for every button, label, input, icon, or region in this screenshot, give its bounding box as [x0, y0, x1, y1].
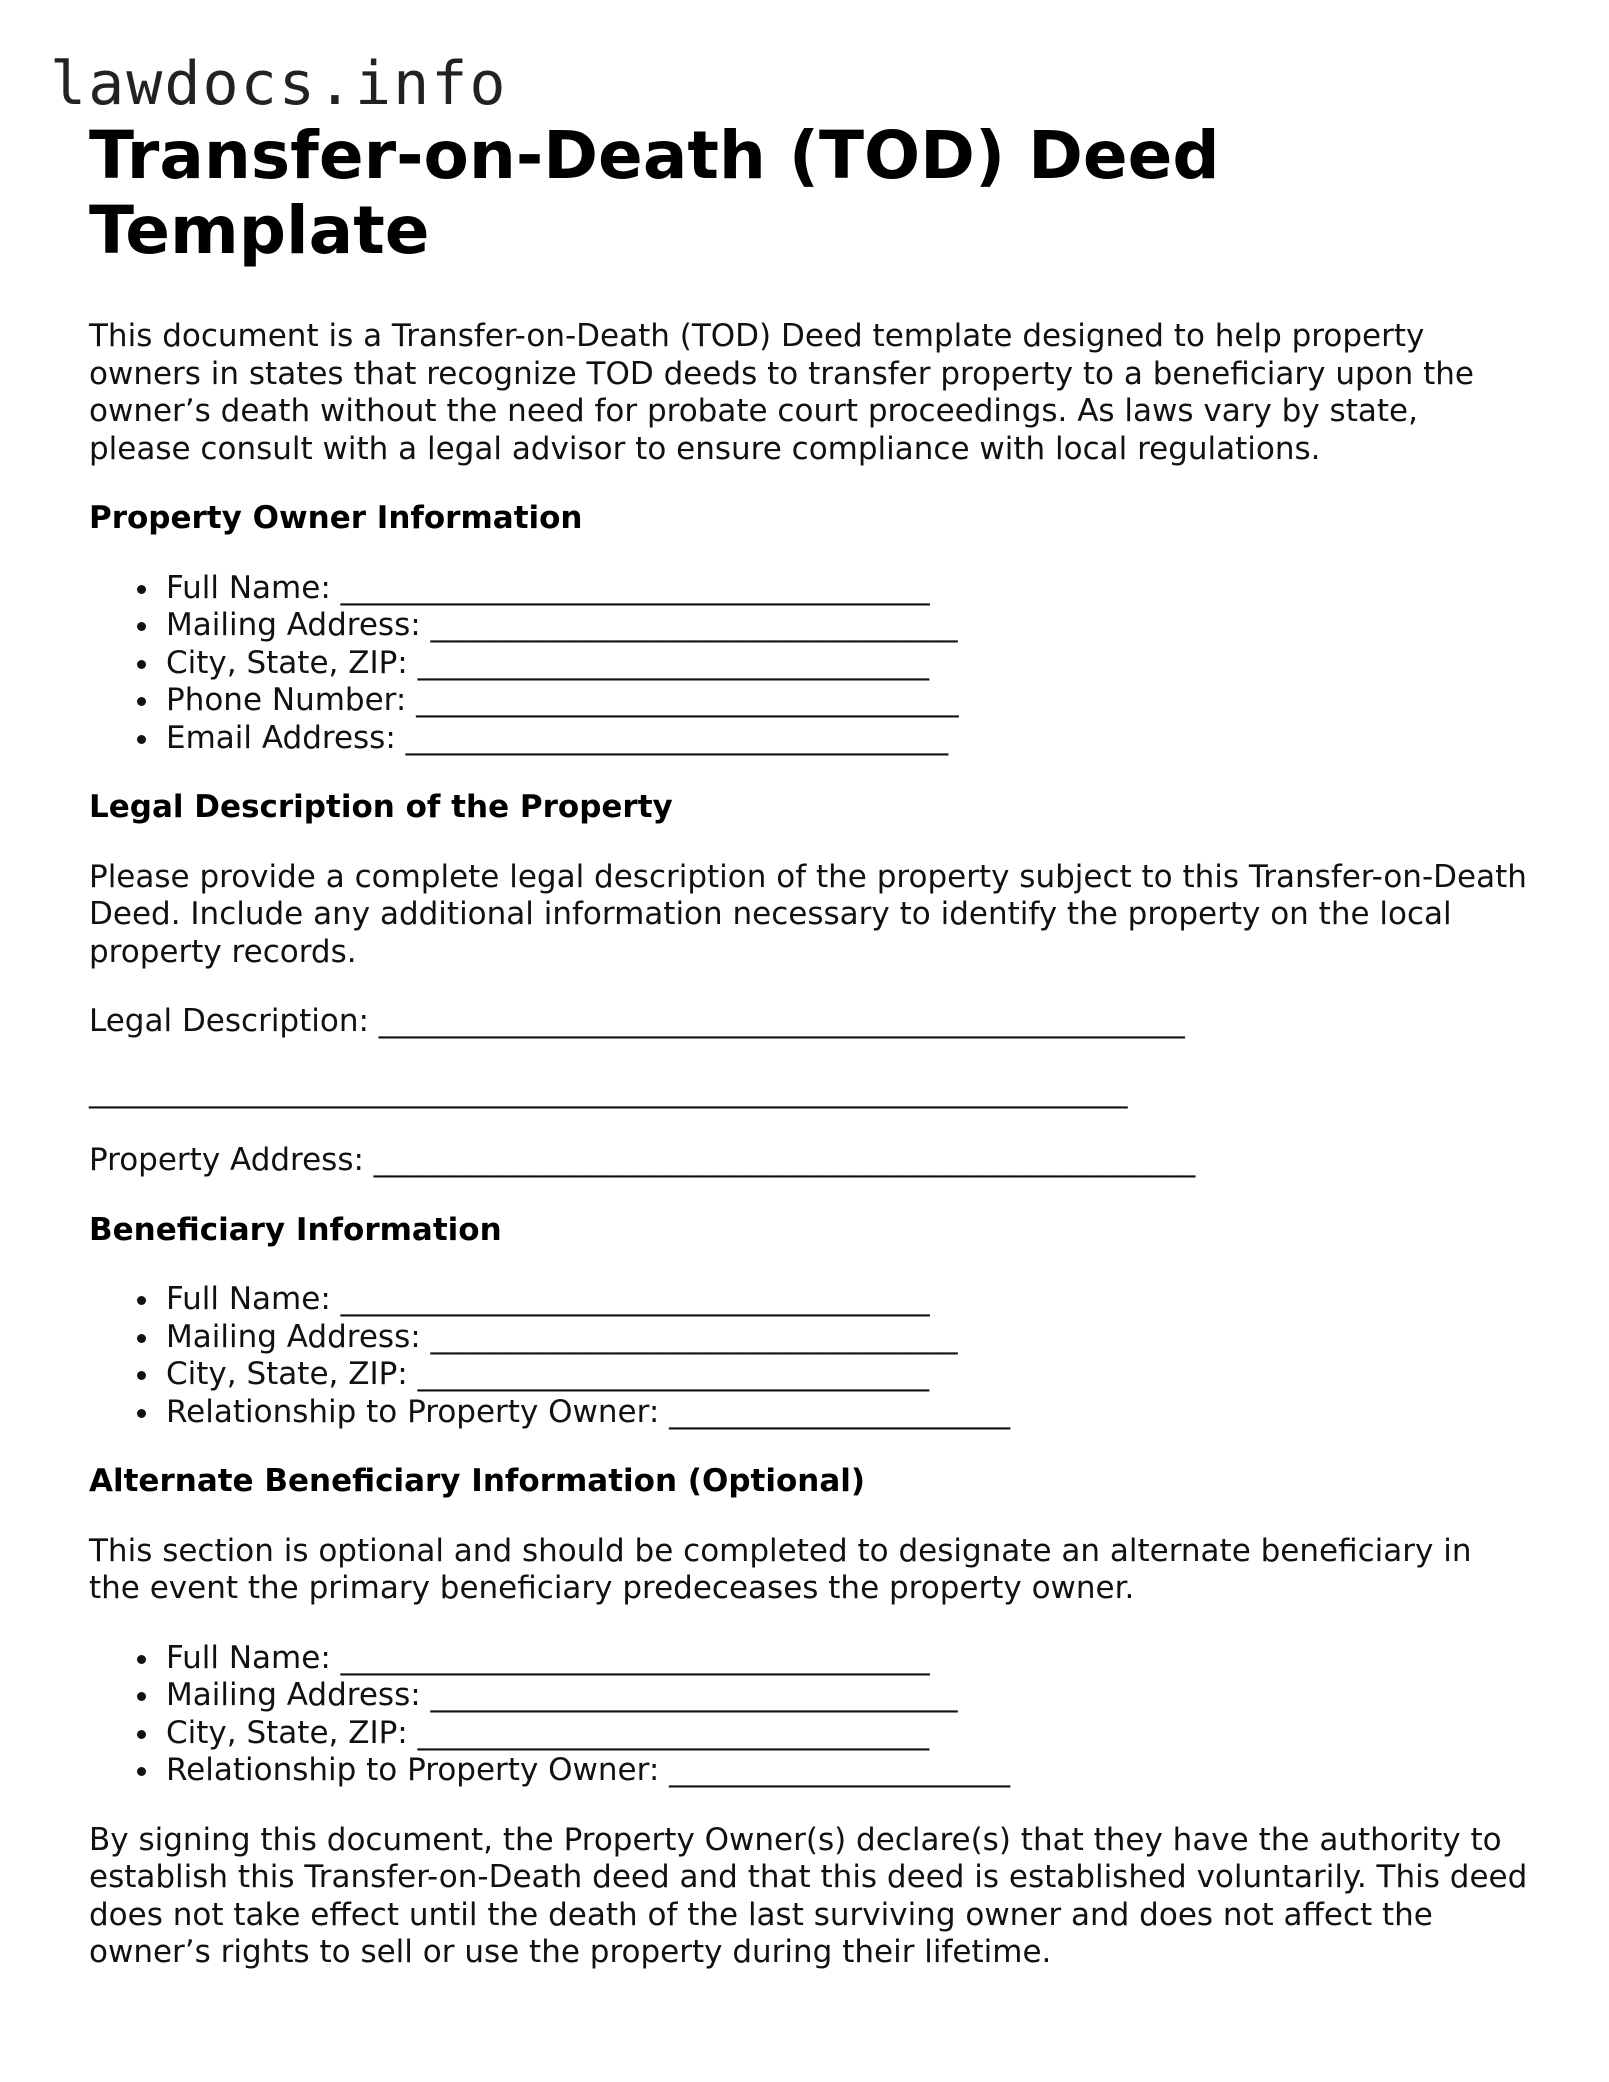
alternate-full-name-field: Full Name: ______________________________________ — [166, 1640, 1529, 1678]
beneficiary-mailing-address-field: Mailing Address: __________________________________ — [166, 1319, 1529, 1357]
owner-fields-list — [89, 570, 1529, 758]
beneficiary-relationship-field: Relationship to Property Owner: ______________________ — [166, 1394, 1529, 1432]
beneficiary-heading: Beneficiary Information — [89, 1211, 502, 1248]
property-address-field: Property Address: _____________________________________________________ — [89, 1142, 1196, 1178]
beneficiary-fields-list — [89, 1281, 1529, 1431]
closing-paragraph: By signing this document, the Property Owner(s) declare(s) that they have the authority to establish this Transfer-on-Death deed and that this deed is established voluntarily. This deed does not take effect until the death of the last surviving owner and does not affect the owner’s rights to sell or use the property during their lifetime. — [89, 1821, 1528, 1970]
owner-full-name-field: Full Name: ______________________________________ — [166, 570, 1529, 608]
beneficiary-full-name-field: Full Name: ______________________________________ — [166, 1281, 1529, 1319]
owner-phone-field: Phone Number: ___________________________________ — [166, 682, 1529, 720]
watermark: lawdocs.info — [50, 49, 508, 119]
alternate-relationship-field: Relationship to Property Owner: ______________________ — [166, 1752, 1529, 1790]
legal-description-continuation: ___________________________________________________________________ — [89, 1072, 1128, 1109]
owner-heading: Property Owner Information — [89, 500, 583, 536]
owner-city-state-zip-field: City, State, ZIP: _________________________________ — [166, 645, 1529, 683]
document — [89, 118, 1529, 1972]
intro-paragraph: This document is a Transfer-on-Death (TOD) Deed template designed to help property owners in states that recognize TOD deeds to transfer property to a beneficiary upon the owner’s death without the need for probate court proceedings. As laws vary by state, please consult with a legal advisor to ensure compliance with local regulations. — [89, 318, 1474, 467]
legal-heading: Legal Description of the Property — [89, 789, 673, 825]
legal-paragraph: Please provide a complete legal description of the property subject to this Transfer-on-Death Deed. Include any additional information necessary to identify the property on the local property records. — [89, 858, 1527, 970]
legal-description-field: Legal Description: ____________________________________________________ — [89, 1003, 1185, 1039]
alternate-paragraph: This section is optional and should be completed to designate an alternate beneficiary in the event the primary beneficiary predeceases the property owner. — [89, 1532, 1472, 1606]
beneficiary-city-state-zip-field: City, State, ZIP: _________________________________ — [166, 1356, 1529, 1394]
alternate-mailing-address-field: Mailing Address: __________________________________ — [166, 1677, 1529, 1715]
page-title: Transfer-on-Death (TOD) Deed Template — [89, 117, 1220, 269]
owner-email-field: Email Address: ___________________________________ — [166, 720, 1529, 758]
alternate-city-state-zip-field: City, State, ZIP: _________________________________ — [166, 1715, 1529, 1753]
alternate-fields-list — [89, 1640, 1529, 1790]
owner-mailing-address-field: Mailing Address: __________________________________ — [166, 607, 1529, 645]
alternate-heading: Alternate Beneficiary Information (Optional) — [89, 1463, 866, 1499]
